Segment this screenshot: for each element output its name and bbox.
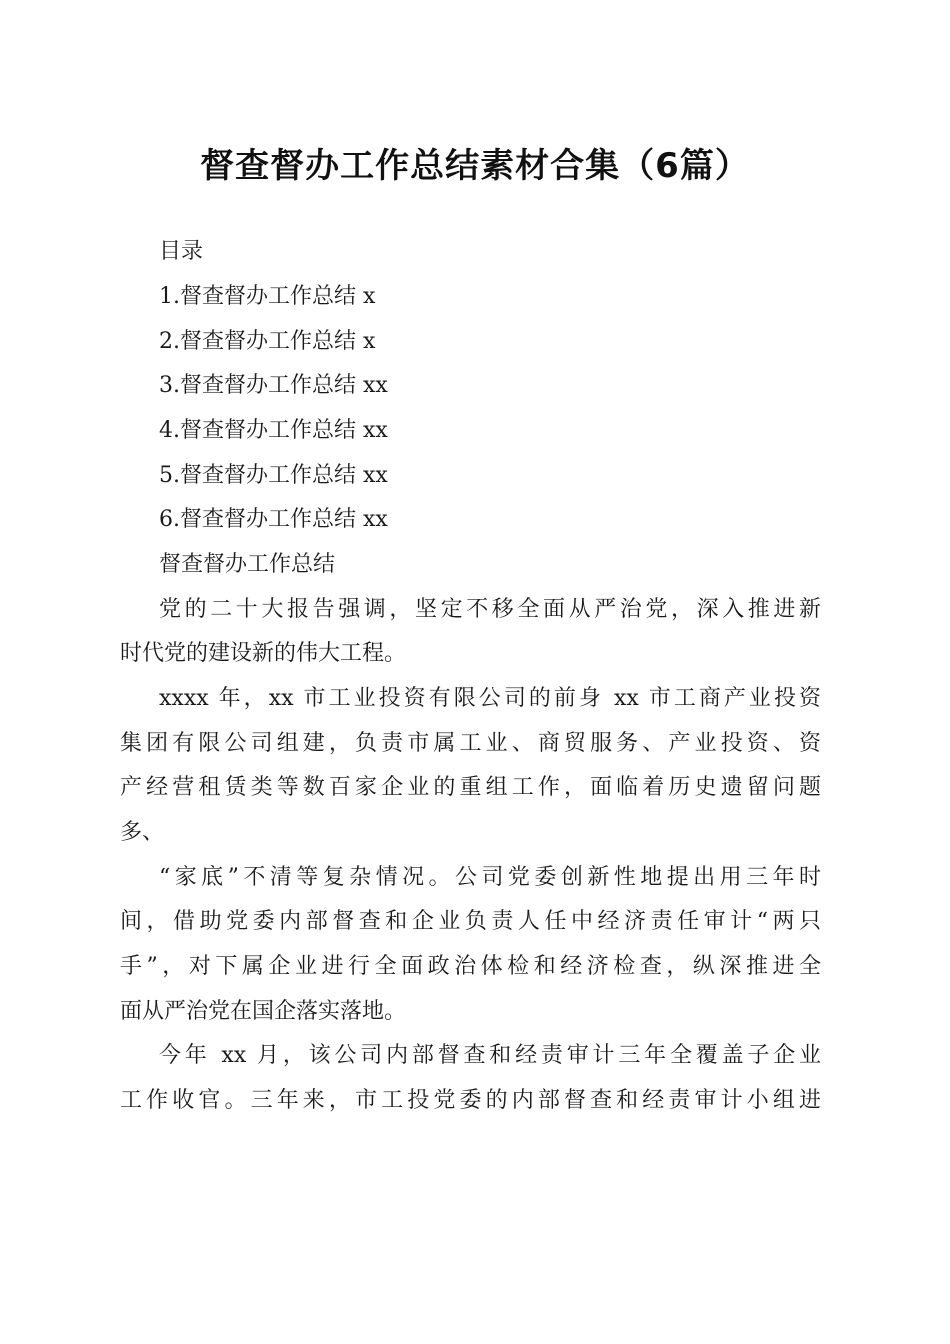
- body-line: 时代党的建设新的伟大工程。: [120, 641, 407, 666]
- section-heading: 督查督办工作总结: [159, 552, 336, 577]
- body-line: 面从严治党在国企落实落地。: [120, 999, 407, 1024]
- document-title: 督查督办工作总结素材合集（6篇）: [200, 146, 750, 186]
- body-line: 工作收官。三年来，市工投党委的内部督查和经责审计小组进: [120, 1088, 821, 1113]
- toc-item: 4.督查督办工作总结 xx: [159, 418, 388, 443]
- toc-item: 6.督查督办工作总结 xx: [159, 507, 388, 532]
- body-line: 集团有限公司组建，负责市属工业、商贸服务、产业投资、资: [120, 731, 821, 756]
- toc-item: 5.督查督办工作总结 xx: [159, 463, 388, 488]
- body-line: xxxx 年，xx 市工业投资有限公司的前身 xx 市工商产业投资: [159, 686, 821, 711]
- body-line: 手”，对下属企业进行全面政治体检和经济检查，纵深推进全: [120, 954, 821, 979]
- toc-heading: 目录: [159, 239, 204, 264]
- toc-item: 3.督查督办工作总结 xx: [159, 373, 388, 398]
- body-line: “家底”不清等复杂情况。公司党委创新性地提出用三年时: [159, 865, 821, 890]
- body-line: 今年 xx 月，该公司内部督查和经责审计三年全覆盖子企业: [159, 1043, 821, 1068]
- body-line: 党的二十大报告强调，坚定不移全面从严治党，深入推进新: [159, 597, 821, 622]
- toc-item: 1.督查督办工作总结 x: [159, 284, 376, 309]
- body-line: 多、: [120, 820, 165, 845]
- toc-item: 2.督查督办工作总结 x: [159, 329, 376, 354]
- body-line: 间，借助党委内部督查和企业负责人任中经济责任审计“两只: [120, 909, 821, 934]
- body-line: 产经营租赁类等数百家企业的重组工作，面临着历史遗留问题: [120, 775, 821, 800]
